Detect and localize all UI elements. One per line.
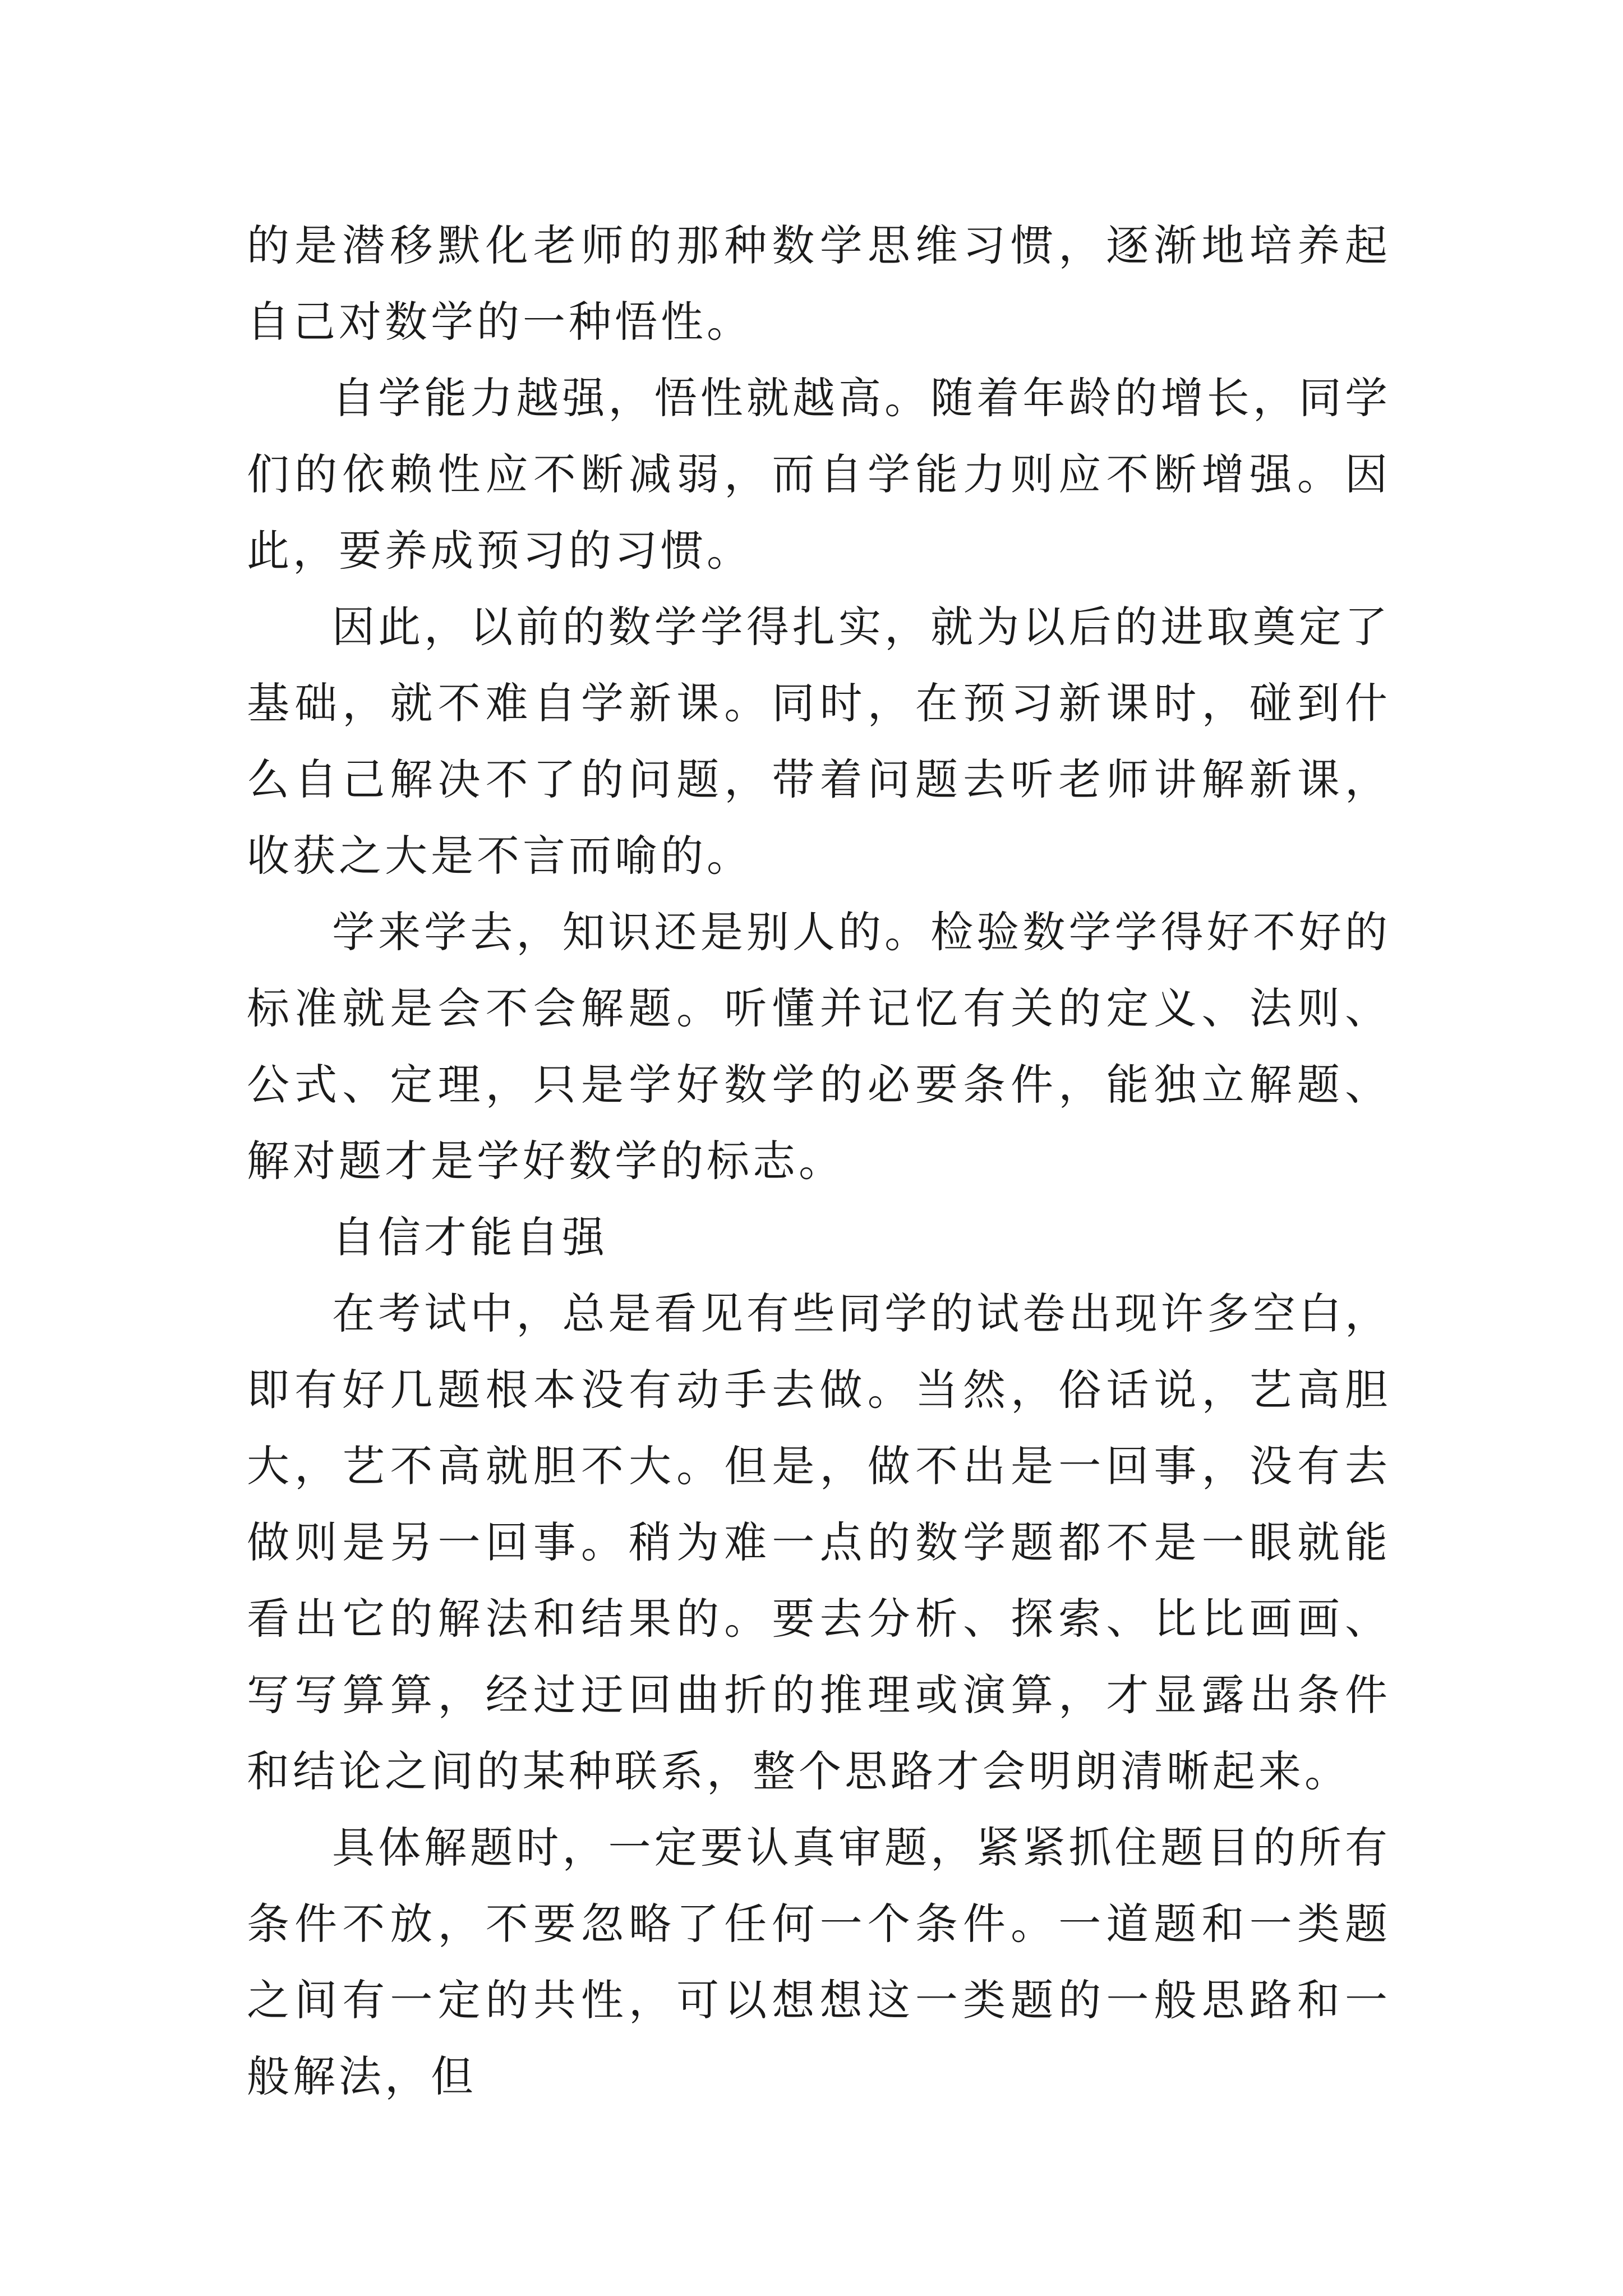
paragraph-self-study: 自学能力越强，悟性就越高。随着年龄的增长，同学们的依赖性应不断减弱，而自学能力则应不断增强。因此，要养成预习的习惯。: [247, 373, 1391, 576]
section-heading: 自信才能自强: [332, 1212, 608, 1262]
document-page: [247, 208, 1391, 2115]
paragraph-problem-solving: 学来学去，知识还是别人的。检验数学学得好不好的标准就是会不会解题。听懂并记忆有关的定义、法则、公式、定理，只是学好数学的必要条件，能独立解题、解对题才是学好数学的标志。: [247, 907, 1391, 1186]
paragraph-continuation: 的是潜移默化老师的那种数学思维习惯，逐渐地培养起自己对数学的一种悟性。: [247, 220, 1391, 347]
paragraph-careful-reading: 具体解题时，一定要认真审题，紧紧抓住题目的所有条件不放，不要忽略了任何一个条件。一道题和一类题之间有一定的共性，可以想想这一类题的一般思路和一般解法，但: [247, 1823, 1391, 2101]
paragraph-foundation: 因此，以前的数学学得扎实，就为以后的进取奠定了基础，就不难自学新课。同时，在预习新课时，碰到什么自己解决不了的问题，带着问题去听老师讲解新课，收获之大是不言而喻的。: [247, 602, 1391, 881]
paragraph-exam-confidence: 在考试中，总是看见有些同学的试卷出现许多空白，即有好几题根本没有动手去做。当然，俗话说，艺高胆大，艺不高就胆不大。但是，做不出是一回事，没有去做则是另一回事。稍为难一点的数学题都不是一眼就能看出它的解法和结果的。要去分析、探索、比比画画、写写算算，经过迂回曲折的推理或演算，才显露出条件和结论之间的某种联系，整个思路才会明朗清晰起来。: [247, 1289, 1391, 1796]
